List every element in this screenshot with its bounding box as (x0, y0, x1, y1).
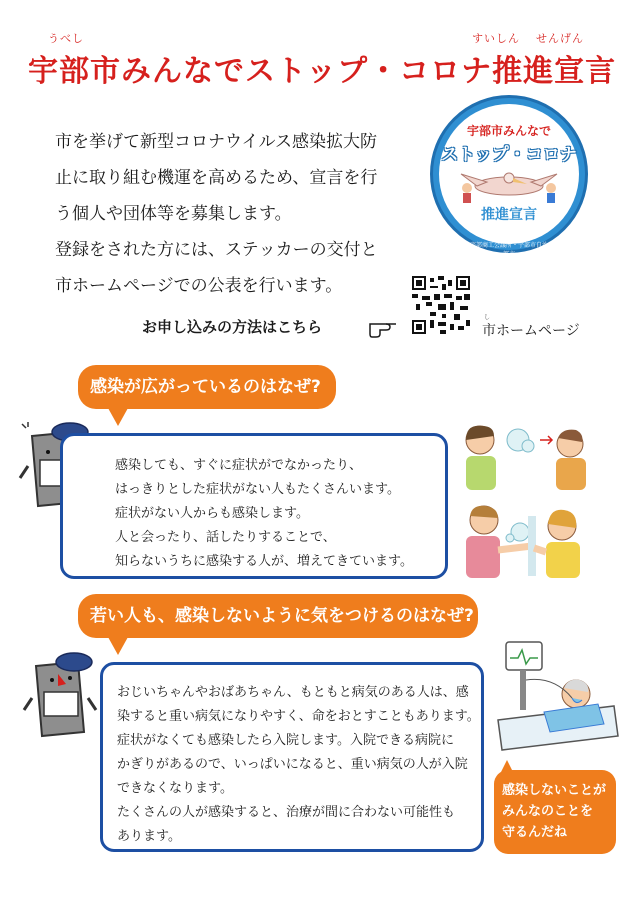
question-bubble-1-tail (108, 408, 128, 426)
intro-line: 止に取り組む機運を高めるため、宣言を行 (55, 168, 378, 188)
logo-main-text: ストップ・コロナ (441, 145, 577, 165)
ruby-shi: し (484, 314, 491, 321)
campaign-logo (430, 95, 588, 258)
logo-top-text: 宇部市みんなで (466, 124, 551, 138)
question-bubble-2-tail (108, 637, 128, 655)
title-ruby-ube: うべし (48, 32, 84, 45)
question-bubble-2: 若い人も、感染しないように気をつけるのはなぜ? (78, 594, 478, 638)
conclusion-bubble (494, 770, 616, 854)
answer-2-line: たくさんの人が感染すると、治療が間に合わない可能性も (117, 805, 456, 820)
page-title: 宇部市みんなでストップ・コロナ推進宣言 (28, 54, 617, 89)
intro-line: 登録をされた方には、ステッカーの交付と (55, 240, 378, 260)
answer-2-line: できなくなります。 (117, 781, 233, 796)
answer-1-line: 感染しても、すぐに症状がでなかったり、 (115, 458, 363, 473)
question-bubble-1: 感染が広がっているのはなぜ? (78, 365, 336, 409)
answer-2-line: かぎりがあるので、いっぱいになると、重い病気の人が入院 (117, 757, 468, 772)
answer-1-line: 知らないうちに感染する人が、増えてきています。 (115, 554, 413, 569)
answer-1-line: 人と会ったり、話したりすることで、 (115, 530, 336, 545)
qr-code-icon[interactable] (412, 276, 470, 334)
answer-2-line: あります。 (117, 829, 181, 844)
answer-box-2 (100, 662, 484, 852)
logo-ring-text: 宇部市議会・宇部商工会議所・宇部市自治会連合会・宇部市 (433, 242, 584, 258)
title-ruby-suishin: すいしん (472, 32, 520, 45)
intro-line: 市ホームページでの公表を行います。 (55, 276, 343, 296)
answer-2-line: おじいちゃんやおばあちゃん、もともと病気のある人は、感 (117, 685, 469, 700)
answer-1-line: 症状がない人からも感染します。 (115, 506, 309, 521)
answer-2-line: 染すると重い病気になりやすく、命をおとすこともあります。 (117, 709, 480, 724)
conclusion-line: 守るんだね (502, 825, 568, 840)
answer-2-line: 症状がなくても感染したら入院します。入院できる病院に (117, 733, 454, 748)
logo-bottom-text: 推進宣言 (481, 207, 537, 223)
conclusion-line: 感染しないことが (502, 783, 607, 798)
apply-instructions: お申し込みの方法はこちら (142, 318, 323, 336)
conclusion-line: みんなのことを (502, 804, 594, 819)
intro-line: う個人や団体等を募集します。 (55, 204, 292, 224)
intro-line: 市を挙げて新型コロナウイルス感染拡大防 (55, 132, 377, 152)
logo-inner-circle (439, 104, 579, 244)
hospital-patient-illustration (494, 640, 626, 754)
pointing-hand-icon (368, 316, 398, 338)
mascot-illustration (22, 648, 102, 744)
homepage-link[interactable]: 市ホームページ (482, 323, 580, 339)
handshake-illustration (458, 496, 590, 580)
answer-box-1 (60, 433, 448, 579)
title-ruby-sengen: せんげん (536, 32, 584, 45)
coughing-person-illustration (458, 416, 590, 492)
pelican-illustration (457, 164, 561, 204)
intro-paragraph (55, 124, 415, 304)
answer-1-line: はっきりとした症状がない人もたくさんいます。 (115, 482, 400, 497)
